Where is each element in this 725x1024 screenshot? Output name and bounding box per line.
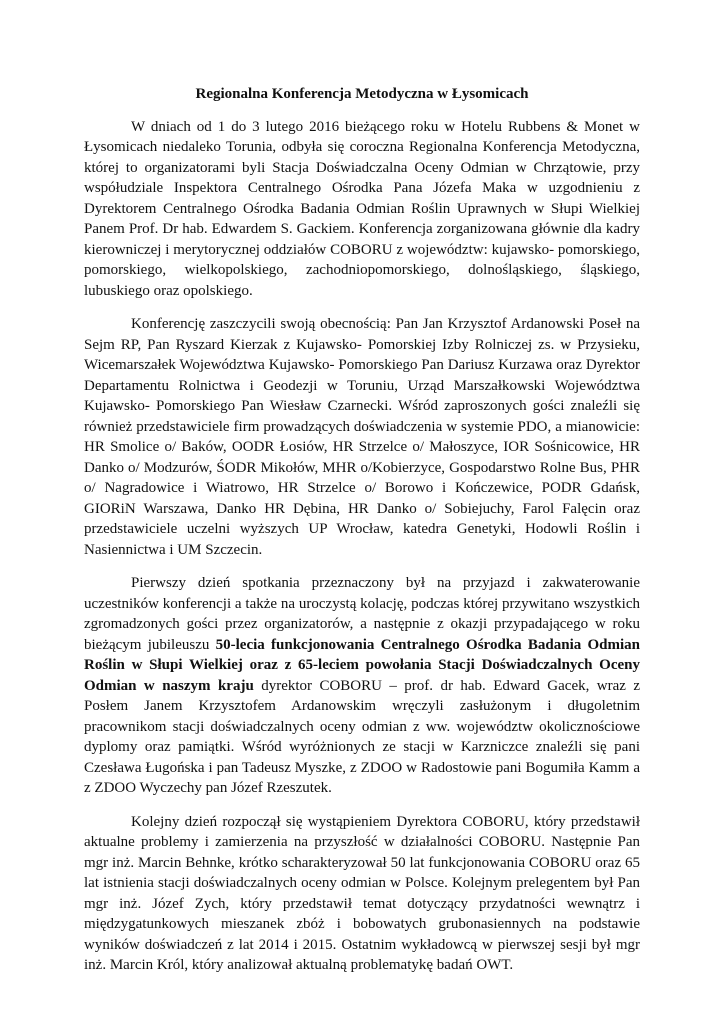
paragraph-text: Kolejny dzień rozpoczął się wystąpieniem Dyrektora COBORU, który przedstawił aktualne problemy i zamierzenia na przyszłość w działalności COBORU. Następnie Pan mgr inż. Marcin Behnke, krótko scharakteryzował 50 lat funkcjonowania COBORU oraz 65 lat istnienia stacji doświadczalnych oceny odmian w Polsce. Kolejnym prelegentem był Pan mgr inż. Józef Zych, który przedstawił temat dotyczący przydatności wewnątrz i międzygatunkowych mieszanek zbóż i bobowatych grubonasiennych na podstawie wyników doświadczeń z lat 2014 i 2015. Ostatnim wykładowcą w pierwszej sesji był mgr inż. Marcin Król, który analizował aktualną problematykę badań OWT. [84, 813, 640, 973]
document-page [84, 84, 640, 989]
paragraph-text: Konferencję zaszczycili swoją obecnością: Pan Jan Krzysztof Ardanowski Poseł na Sejm RP, Pan Ryszard Kierzak z Kujawsko- Pomorskiej Izby Rolniczej zs. w Przysieku, Wicemarszałek Województwa Kujawsko- Pomorskiego Pan Dariusz Kurzawa oraz Dyrektor Departamentu Rolnictwa i Geodezji w Toruniu, Urząd Marszałkowski Województwa Kujawsko- Pomorskiego Pan Wiesław Czarnecki. Wśród zaproszonych gości znaleźli się również przedstawiciele firm prowadzących doświadczenia w systemie PDO, a mianowicie: HR Smolice o/ Baków, OODR Łosiów, HR Strzelce o/ Małoszyce, IOR Sośnicowice, HR Danko o/ Modzurów, ŚODR Mikołów, MHR o/Kobierzyce, Gospodarstwo Rolne Bus, PHR o/ Nagradowice i Wiatrowo, HR Strzelce o/ Borowo i Kończewice, PODR Gdańsk, GIORiN Warszawa, Danko HR Dębina, HR Danko o/ Sobiejuchy, Farol Falęcin oraz przedstawiciele uczelni wyższych UP Wrocław, katedra Genetyki, Hodowli Roślin i Nasiennictwa i UM Szczecin. [84, 316, 640, 558]
paragraph [84, 117, 640, 302]
document-title: Regionalna Konferencja Metodyczna w Łysomicach [195, 86, 529, 102]
paragraph-text: Pierwszy dzień spotkania przeznaczony był na przyjazd i zakwaterowanie uczestników konferencji a także na uroczystą kolację, podczas której przywitano wszystkich zgromadzonych gości przez organizatorów, a następnie z okazji przypadającego w roku bieżącym jubileuszu [84, 575, 640, 653]
paragraph [84, 573, 640, 799]
paragraph-text: W dniach od 1 do 3 lutego 2016 bieżącego roku w Hotelu Rubbens & Monet w Łysomicach niedaleko Torunia, odbyła się coroczna Regionalna Konferencja Metodyczna, której to organizatorami byli Stacja Doświadczalna Oceny Odmian w Chrzątowie, przy współudziale Inspektora Centralnego Ośrodka Pana Józefa Maka w uzgodnieniu z Dyrektorem Centralnego Ośrodka Badania Odmian Roślin Uprawnych w Słupi Wielkiej Panem Prof. Dr hab. Edwardem S. Gackiem. Konferencja zorganizowana głównie dla kadry kierowniczej i merytorycznej oddziałów COBORU z województw: kujawsko- pomorskiego, pomorskiego, wielkopolskiego, zachodniopomorskiego, dolnośląskiego, śląskiego, lubuskiego oraz opolskiego. [84, 118, 640, 299]
paragraph-text: dyrektor COBORU – prof. dr hab. Edward Gacek, wraz z Posłem Janem Krzysztofem Ardanowskim wręczyli zasłużonym i długoletnim pracownikom stacji doświadczalnych oceny odmian z ww. województw okolicznościowe dyplomy oraz pamiątki. Wśród wyróżnionych ze stacji w Karzniczce znaleźli się pani Czesława Ługońska i pan Tadeusz Myszke, z ZDOO w Radostowie pani Bogumiła Kamm a z ZDOO Wyczechy pan Józef Rzeszutek. [84, 677, 640, 796]
document-body [84, 117, 640, 976]
paragraph [84, 314, 640, 560]
paragraph [84, 812, 640, 976]
bold-text: 50-lecia funkcjonowania Centralnego Ośrodka Badania Odmian Roślin w Słupi Wielkiej oraz z 65-leciem powołania Stacji Doświadczalnych Oceny Odmian w naszym kraju [84, 636, 641, 694]
